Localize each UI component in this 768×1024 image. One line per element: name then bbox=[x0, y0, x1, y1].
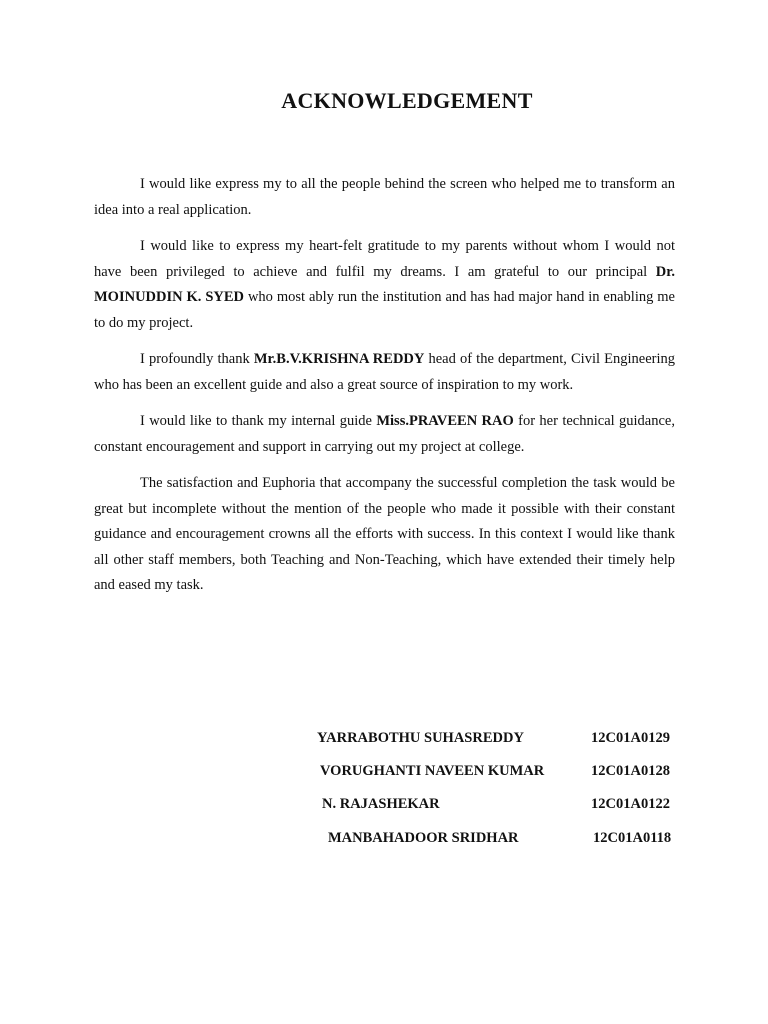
paragraph bbox=[94, 347, 675, 398]
paragraph-text: who most ably run the institution and has had major hand in enabling me to do my project. bbox=[94, 289, 675, 331]
signatory-roll-number: 12C01A0122 bbox=[591, 796, 670, 812]
signatory-name: N. RAJASHEKAR bbox=[322, 796, 440, 812]
paragraph bbox=[94, 172, 675, 223]
paragraph bbox=[94, 234, 675, 336]
paragraph-text: I would like express my to all the people behind the screen who helped me to transform an idea into a real application. bbox=[94, 176, 675, 218]
signatory-roll-number: 12C01A0118 bbox=[593, 830, 672, 846]
signatory-row bbox=[0, 830, 768, 850]
signatory-roll-number: 12C01A0128 bbox=[591, 763, 670, 779]
paragraph-text: I would like to thank my internal guide bbox=[140, 413, 377, 429]
acknowledgement-body bbox=[94, 172, 675, 610]
paragraph bbox=[94, 409, 675, 460]
signatory-name: MANBAHADOOR SRIDHAR bbox=[328, 830, 519, 846]
principal-name: Dr. MOINUDDIN K. SYED bbox=[94, 263, 675, 305]
hod-name: Mr.B.V.KRISHNA REDDY bbox=[253, 351, 425, 367]
signatory-name: VORUGHANTI NAVEEN KUMAR bbox=[320, 763, 545, 779]
page-title: ACKNOWLEDGEMENT bbox=[281, 88, 533, 113]
signatory-roll-number: 12C01A0129 bbox=[591, 730, 670, 746]
paragraph-text: head of the department, Civil Engineering who has been an excellent guide and also a great source of inspiration to my work. bbox=[94, 351, 675, 393]
paragraph-text: I profoundly thank bbox=[140, 351, 254, 367]
paragraph-text: The satisfaction and Euphoria that accompany the successful completion the task would be great but incomplete without the mention of the people who made it possible with their constant guidance and encouragement crowns all the efforts with success. In this context I would like thank all other staff members, both Teaching and Non-Teaching, which have extended their timely help and eased my task. bbox=[94, 475, 675, 593]
signatory-row bbox=[0, 763, 768, 783]
paragraph-text: I would like to express my heart-felt gratitude to my parents without whom I would not have been privileged to achieve and fulfil my dreams. I am grateful to our principal bbox=[94, 238, 675, 280]
signatory-row bbox=[0, 796, 768, 816]
guide-name: Miss.PRAVEEN RAO bbox=[376, 413, 514, 429]
paragraph-text: for her technical guidance, constant encouragement and support in carrying out my project at college. bbox=[94, 413, 675, 455]
signatory-row bbox=[0, 730, 768, 750]
signatory-name: YARRABOTHU SUHASREDDY bbox=[317, 730, 524, 746]
paragraph bbox=[94, 471, 675, 599]
